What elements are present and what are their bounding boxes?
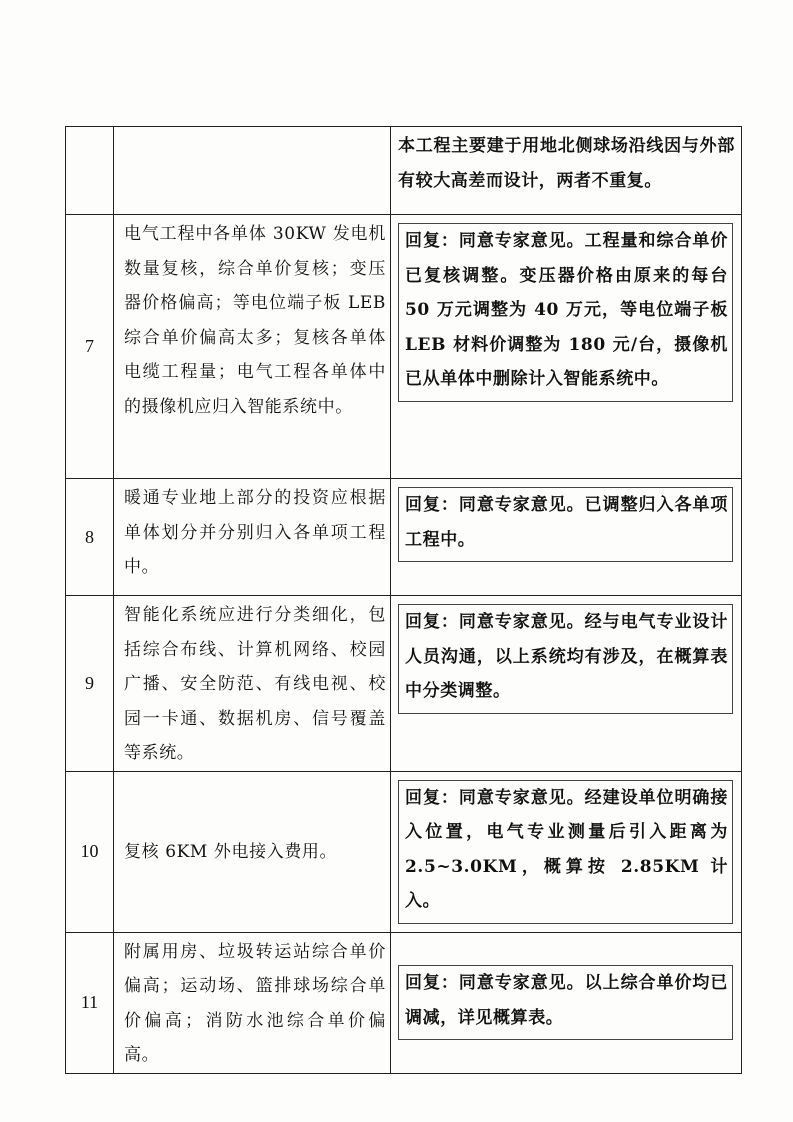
issue-text: 复核 6KM 外电接入费用。 xyxy=(124,842,338,863)
reply-cell xyxy=(391,596,742,772)
row-number: 9 xyxy=(66,596,114,772)
reply-cell xyxy=(391,771,742,932)
issue-cell xyxy=(114,479,391,596)
row-number xyxy=(66,127,114,215)
reply-box xyxy=(398,487,733,562)
table-row xyxy=(66,479,742,596)
issue-text: 暖通专业地上部分的投资应根据单体划分并分别归入各单项工程中。 xyxy=(124,488,386,577)
reply-box xyxy=(398,780,733,924)
issue-cell xyxy=(114,771,391,932)
row-number: 8 xyxy=(66,479,114,596)
issue-text: 智能化系统应进行分类细化，包括综合布线、计算机网络、校园广播、安全防范、有线电视、校园一卡通、数据机房、信号覆盖等系统。 xyxy=(124,605,386,763)
issue-text: 附属用房、垃圾转运站综合单价偏高；运动场、篮排球场综合单价偏高；消防水池综合单价偏高。 xyxy=(124,941,386,1065)
reply-text: 回复：同意专家意见。经与电气专业设计人员沟通，以上系统均有涉及，在概算表中分类调整。 xyxy=(405,612,728,701)
reply-cell xyxy=(391,932,742,1073)
row-number: 7 xyxy=(66,215,114,479)
reply-cell xyxy=(391,215,742,479)
table-row xyxy=(66,771,742,932)
row-number: 10 xyxy=(66,771,114,932)
reply-cell xyxy=(391,127,742,215)
reply-text: 回复：同意专家意见。经建设单位明确接入位置，电气专业测量后引入距离为 2.5~3.0KM，概算按 2.85KM 计入。 xyxy=(405,787,728,911)
issue-text: 电气工程中各单体 30KW 发电机数量复核，综合单价复核；变压器价格偏高；等电位端子板 LEB 综合单价偏高太多；复核各单体电缆工程量；电气工程各单体中的摄像机应归入智能系统中。 xyxy=(124,224,386,417)
reply-text: 回复：同意专家意见。工程量和综合单价已复核调整。变压器价格由原来的每台 50 万元调整为 40 万元，等电位端子板 LEB 材料价调整为 180 元/台，摄像机已从单体中删除计入智能系统中。 xyxy=(405,231,728,389)
issue-cell xyxy=(114,932,391,1073)
reply-text: 回复：同意专家意见。已调整归入各单项工程中。 xyxy=(405,495,728,550)
table-row xyxy=(66,127,742,215)
table-row xyxy=(66,932,742,1073)
issue-cell xyxy=(114,596,391,772)
reply-box xyxy=(398,223,733,402)
reply-box xyxy=(398,604,733,714)
issue-cell xyxy=(114,127,391,215)
row-number: 11 xyxy=(66,932,114,1073)
review-table xyxy=(65,126,742,1074)
reply-box xyxy=(398,965,733,1040)
table-row xyxy=(66,596,742,772)
table-row xyxy=(66,215,742,479)
reply-text: 回复：同意专家意见。以上综合单价均已调减，详见概算表。 xyxy=(405,973,728,1028)
reply-cell xyxy=(391,479,742,596)
reply-text: 本工程主要建于用地北侧球场沿线因与外部有较大高差而设计，两者不重复。 xyxy=(398,136,735,191)
issue-cell xyxy=(114,215,391,479)
